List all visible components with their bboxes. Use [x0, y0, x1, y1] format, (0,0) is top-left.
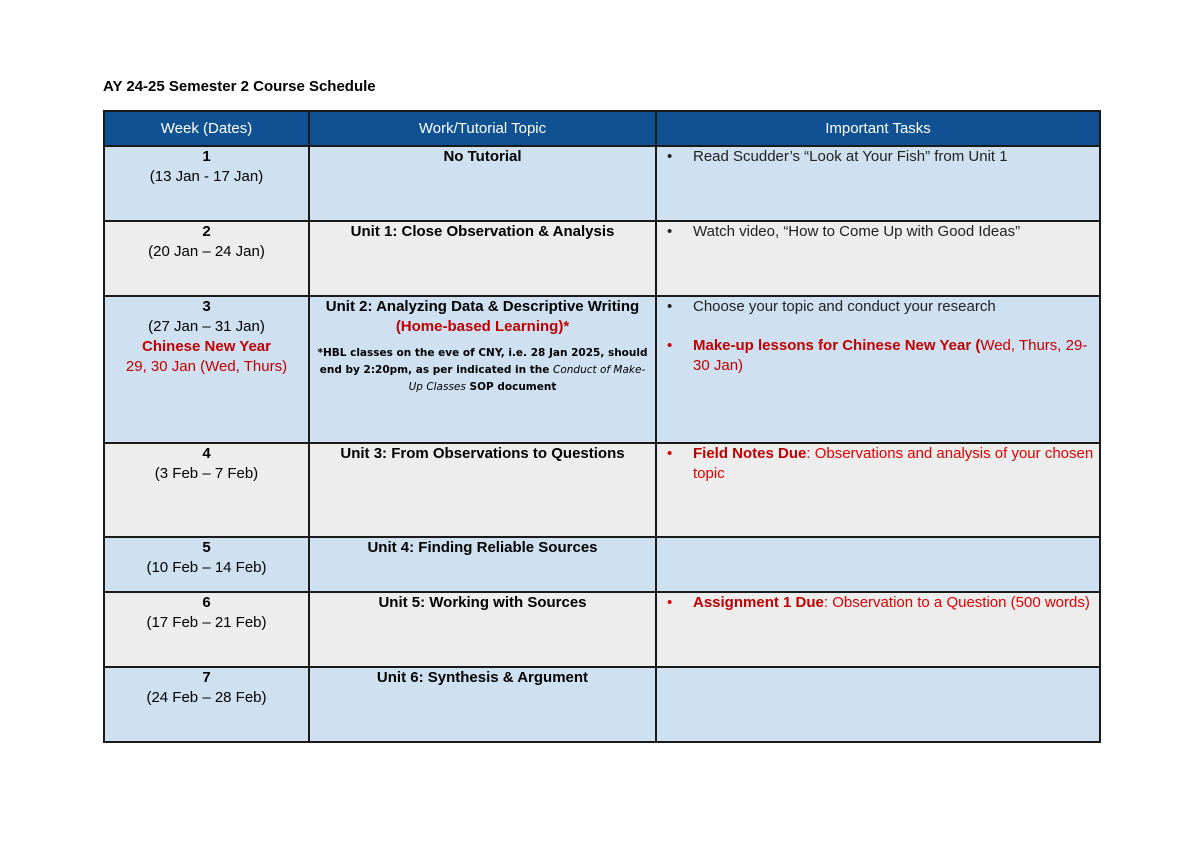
- footnote-text-end: SOP document: [465, 381, 557, 393]
- table-row: [104, 592, 1100, 667]
- topic-title: No Tutorial: [443, 148, 522, 165]
- table-row: [104, 221, 1100, 296]
- bullet-icon: •: [667, 148, 673, 165]
- topic-cell: [309, 592, 656, 667]
- topic-cell: [309, 296, 656, 443]
- table-row: [104, 146, 1100, 221]
- holiday-dates: 29, 30 Jan (Wed, Thurs): [125, 358, 288, 375]
- week-dates: (20 Jan – 24 Jan): [148, 243, 265, 260]
- week-cell: [104, 443, 309, 537]
- table-row: [104, 296, 1100, 443]
- week-number: 3: [202, 298, 211, 315]
- bullet-icon: •: [667, 223, 673, 240]
- task-text: Choose your topic and conduct your research: [693, 298, 996, 315]
- bullet-icon: •: [667, 594, 673, 611]
- task-item: [667, 222, 1099, 242]
- course-schedule-table: [103, 110, 1101, 743]
- task-text: Wed, Thurs, 29-30 Jan): [693, 337, 1088, 374]
- topic-title: Unit 4: Finding Reliable Sources: [367, 539, 598, 556]
- week-cell: [104, 667, 309, 742]
- topic-title: Unit 5: Working with Sources: [378, 594, 587, 611]
- table-row: [104, 667, 1100, 742]
- week-number: 2: [202, 223, 211, 240]
- task-bold: Assignment 1 Due: [693, 594, 824, 611]
- task-text: : Observations and analysis of your chosen topic: [693, 445, 1094, 482]
- week-cell: [104, 221, 309, 296]
- tasks-cell: [656, 146, 1100, 221]
- tasks-cell: [656, 296, 1100, 443]
- topic-title: Unit 3: From Observations to Questions: [340, 445, 625, 462]
- topic-title: Unit 6: Synthesis & Argument: [376, 669, 589, 686]
- week-dates: (10 Feb – 14 Feb): [146, 559, 267, 576]
- topic-cell: [309, 667, 656, 742]
- hbl-footnote: [310, 337, 655, 396]
- topic-title: Unit 1: Close Observation & Analysis: [350, 223, 615, 240]
- header-week: Week (Dates): [104, 111, 309, 146]
- week-cell: [104, 296, 309, 443]
- tasks-cell: [656, 221, 1100, 296]
- week-number: 7: [202, 669, 211, 686]
- bullet-icon: •: [667, 337, 673, 354]
- week-cell: [104, 592, 309, 667]
- tasks-cell: [656, 537, 1100, 592]
- topic-cell: [309, 221, 656, 296]
- week-dates: (13 Jan - 17 Jan): [149, 168, 264, 185]
- week-dates: (3 Feb – 7 Feb): [154, 465, 259, 482]
- page-title: AY 24-25 Semester 2 Course Schedule: [103, 78, 376, 95]
- week-cell: [104, 537, 309, 592]
- header-topic: Work/Tutorial Topic: [309, 111, 656, 146]
- task-text: Read Scudder’s “Look at Your Fish” from Unit 1: [693, 148, 1008, 165]
- task-bold: Field Notes Due: [693, 445, 807, 462]
- table-row: [104, 537, 1100, 592]
- task-item: [667, 336, 1099, 376]
- bullet-icon: •: [667, 298, 673, 315]
- task-item: [667, 297, 1099, 317]
- task-text: : Observation to a Question (500 words): [823, 594, 1090, 611]
- task-item: [667, 444, 1099, 484]
- task-text: Watch video, “How to Come Up with Good Ideas”: [693, 223, 1021, 240]
- tasks-cell: [656, 592, 1100, 667]
- task-item: [667, 593, 1099, 613]
- week-dates: (17 Feb – 21 Feb): [146, 614, 267, 631]
- topic-cell: [309, 146, 656, 221]
- week-dates: (27 Jan – 31 Jan): [148, 318, 265, 335]
- week-cell: [104, 146, 309, 221]
- topic-title: Unit 2: Analyzing Data & Descriptive Writing: [325, 298, 640, 315]
- footnote-text: *HBL classes on the eve of CNY, i.e. 28 Jan 2025, should end by 2:20pm, as per indicated in the: [317, 347, 648, 376]
- week-number: 4: [202, 445, 211, 462]
- table-header-row: [104, 111, 1100, 146]
- bullet-icon: •: [667, 445, 673, 462]
- tasks-cell: [656, 443, 1100, 537]
- header-tasks: Important Tasks: [656, 111, 1100, 146]
- footnote-italic: Conduct of Make-Up Classes: [408, 364, 646, 393]
- topic-cell: [309, 537, 656, 592]
- holiday-label: Chinese New Year: [142, 338, 271, 355]
- week-number: 1: [202, 148, 211, 165]
- tasks-cell: [656, 667, 1100, 742]
- week-number: 5: [202, 539, 211, 556]
- topic-note: (Home-based Learning)*: [395, 318, 570, 335]
- week-dates: (24 Feb – 28 Feb): [146, 689, 267, 706]
- task-item: [667, 147, 1099, 167]
- task-bold: Make-up lessons for Chinese New Year (: [693, 337, 981, 354]
- week-number: 6: [202, 594, 211, 611]
- table-row: [104, 443, 1100, 537]
- topic-cell: [309, 443, 656, 537]
